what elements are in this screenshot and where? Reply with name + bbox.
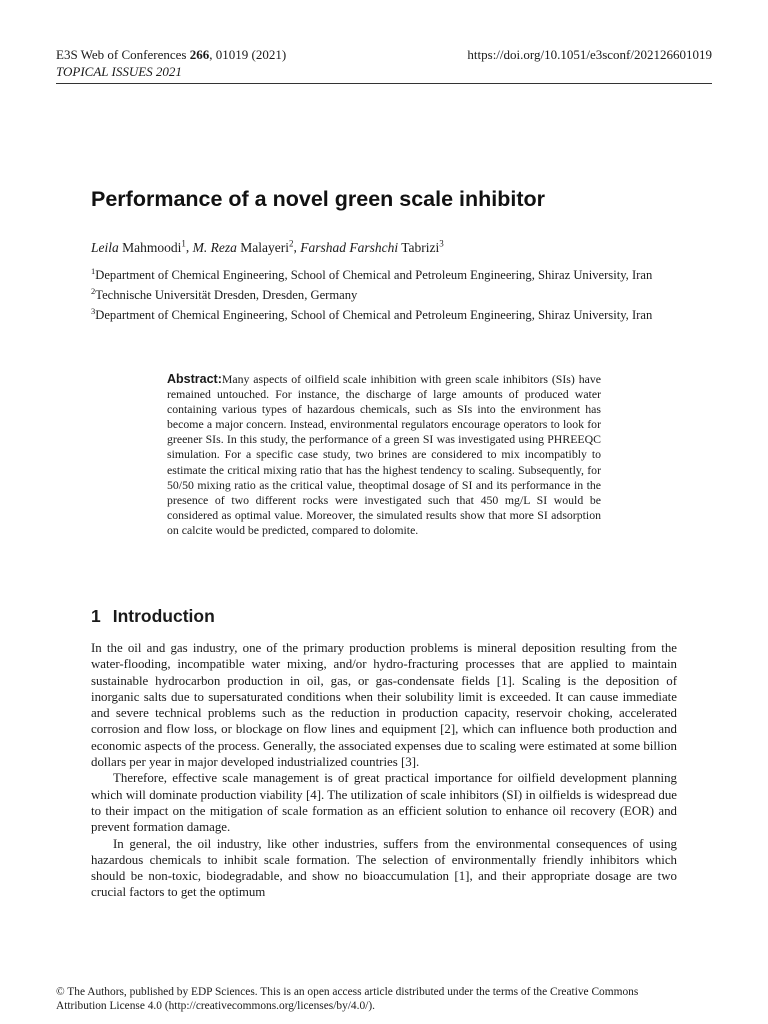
paper-title: Performance of a novel green scale inhibitor — [91, 187, 546, 211]
author: Leila Mahmoodi$^1$ — [91, 238, 186, 255]
paragraph: In general, the oil industry, like other industries, suffers from the environmental consequences of using hazardous chemicals to inhibit scale formation. The selection of environmentally friendly inhibitors which should be non-toxic, biodegradable, and show no bioaccumulation [1], and their appropriate dosage are two crucial factors to get the optimum — [91, 836, 677, 900]
article-number: , 01019 (2021) — [209, 47, 287, 62]
journal-citation — [56, 46, 286, 63]
author-list: Leila Mahmoodi$^1$, M. Reza Malayeri$^2$, Farshad Farshchi Tabrizi$^3$ — [91, 238, 444, 255]
abstract — [167, 372, 601, 538]
abstract-label: Abstract: — [167, 372, 222, 386]
abstract-text: Many aspects of oilfield scale inhibition with green scale inhibitors (SIs) have remained untouched. For instance, the discharge of large amounts of produced water containing various types of hazardous chemicals, such as SIs into the environment has become a major concern. Instead, environmental regulators encourage operators to look for greener SIs. In this study, the performance of a green SI was investigated using PHREEQC simulation. For a specific case study, two brines are considered to mix incompatibly to estimate the critical mixing ratio that has the highest tendency to scaling. Subsequently, for 50/50 mixing ratio as the critical value, theoptimal dosage of SI and its performance in the presence of two different rocks were investigated such that 450 mg/L SI would be considered as optimal value. Moreover, the simulated results show that more SI adsorption on calcite would be predicted, compared to dolomite. — [167, 372, 601, 537]
affiliations — [91, 263, 671, 324]
body-text — [91, 640, 677, 901]
license-line: © The Authors, published by EDP Sciences. This is an open access article distributed under the terms of the Creative Commons — [56, 986, 639, 998]
paragraph: In the oil and gas industry, one of the primary production problems is mineral deposition resulting from the water-flooding, incompatible water mixing, and/or hydro-fracturing processes that are applied to maintain sustainable hydrocarbon production in oil, gas, or gas-condensate fields [1]. Scaling is the deposition of inorganic salts due to supersaturated conditions when their solubility limit is exceeded. It can cause immediate and severe technical problems such as the reduction in production capacity, reservoir choking, accelerated corrosion and flow loss, or blockage on flow lines and equipment [2], which can influence both production and economic aspects of the process. Generally, the associated expenses due to scaling were estimated at some billion dollars per year in major developed industrialized countries [3]. — [91, 641, 677, 770]
issue-label: TOPICAL ISSUES 2021 — [56, 64, 182, 79]
section-heading — [91, 606, 215, 627]
license-line: Attribution License 4.0 (http://creativecommons.org/licenses/by/4.0/). — [56, 1000, 375, 1012]
author: Farshad Farshchi Tabrizi$^3$ — [300, 238, 444, 255]
author: M. Reza Malayeri$^2$ — [192, 238, 294, 255]
doi-link[interactable]: https://doi.org/10.1051/e3sconf/202126601019 — [467, 47, 712, 62]
journal-name: E3S Web of Conferences — [56, 47, 190, 62]
affiliation: $^1$Department of Chemical Engineering, School of Chemical and Petroleum Engineering, Shiraz University, Iran — [91, 266, 653, 283]
journal-volume: 266 — [189, 47, 210, 62]
header-rule — [56, 83, 712, 84]
section-number: 1 — [91, 606, 101, 626]
paragraph: Therefore, effective scale management is of great practical importance for oilfield development planning which will dominate production viability [4]. The utilization of scale inhibitors (SI) in oilfields is widespread due to their impact on the mitigation of scale formation as an efficient solution to enhance oil recovery (EOR) and prevent formation damage. — [91, 771, 677, 835]
affiliation: $^2$Technische Universität Dresden, Dresden, Germany — [91, 286, 358, 303]
license-footer — [56, 985, 721, 1013]
section-title: Introduction — [112, 606, 215, 626]
affiliation: $^3$Department of Chemical Engineering, School of Chemical and Petroleum Engineering, Shiraz University, Iran — [91, 306, 653, 323]
page-header — [56, 46, 712, 80]
